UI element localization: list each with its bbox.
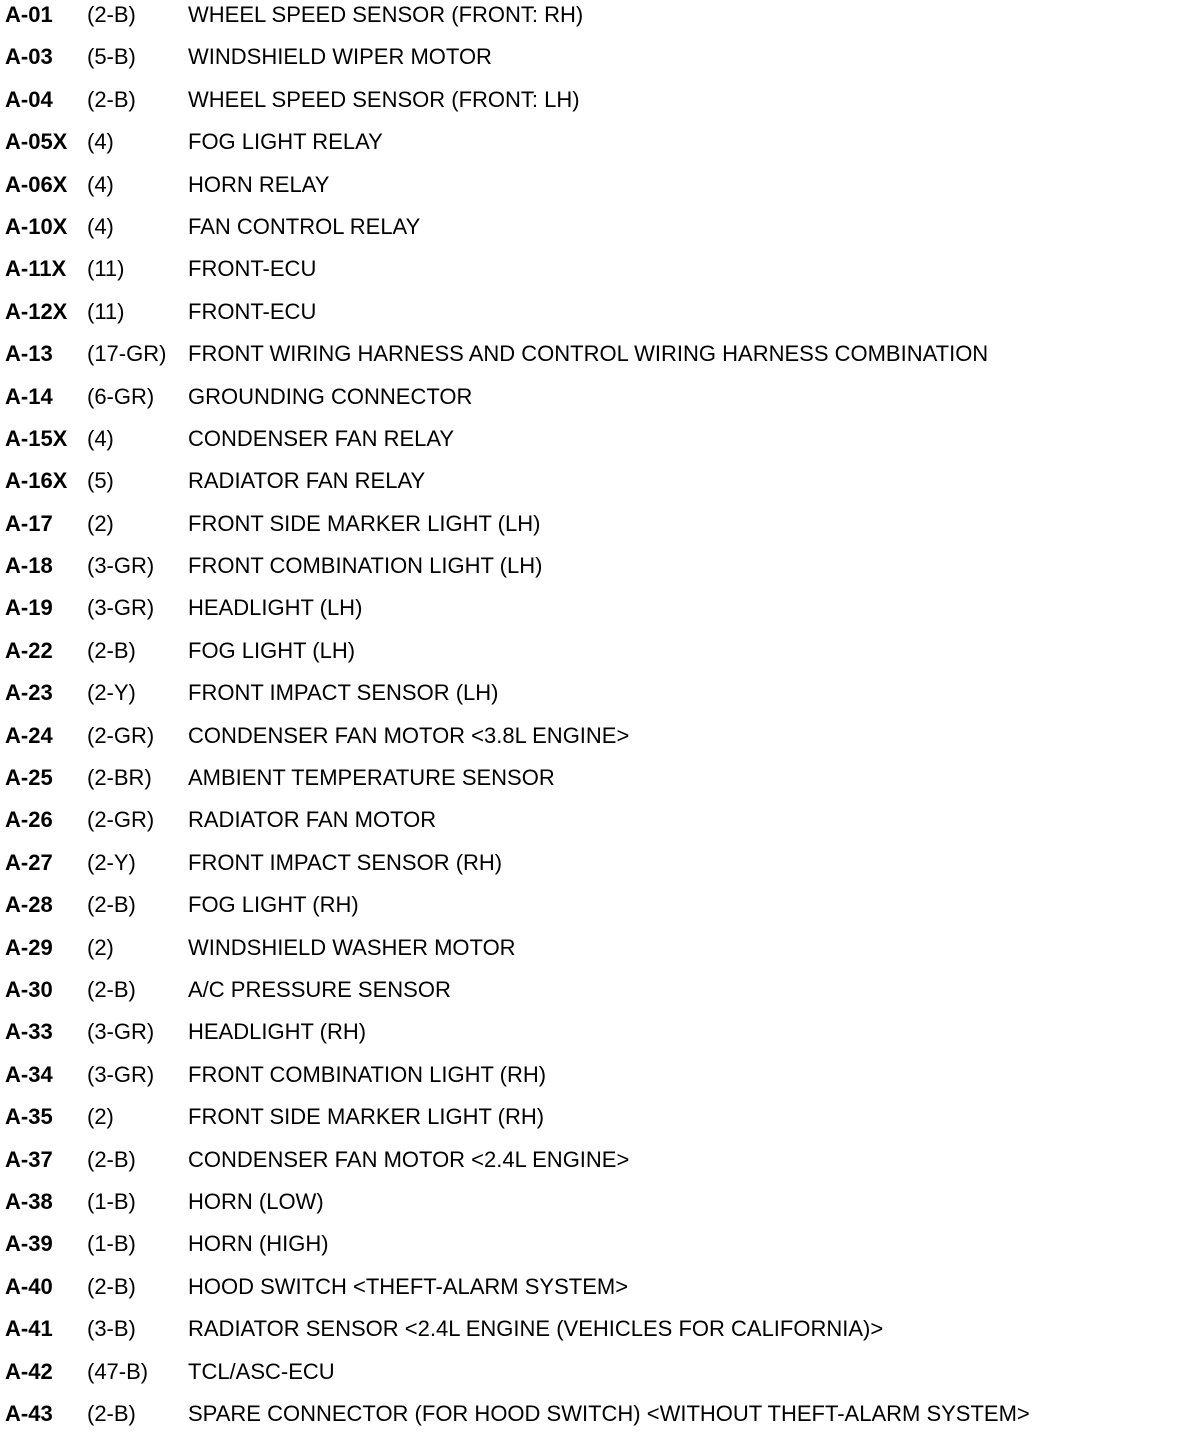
connector-row [0,339,1184,381]
connector-code: A-24 [5,722,53,748]
connector-row [0,466,1184,508]
connector-row [0,382,1184,424]
connector-description: FAN CONTROL RELAY [188,213,421,239]
connector-code: A-16X [5,468,68,494]
connector-row [0,763,1184,805]
connector-row [0,424,1184,466]
connector-pins: (3-GR) [87,595,155,621]
connector-row [0,1060,1184,1102]
connector-row [0,297,1184,339]
connector-pins: (5) [87,468,114,494]
connector-code: A-12X [5,298,68,324]
connector-code: A-19 [5,595,53,621]
connector-pins: (4) [87,425,114,451]
connector-description: FRONT IMPACT SENSOR (RH) [188,849,503,875]
connector-row [0,170,1184,212]
connector-pins: (2-B) [87,2,136,27]
connector-code: A-22 [5,637,53,663]
connector-description: WHEEL SPEED SENSOR (FRONT: RH) [188,2,584,27]
connector-row [0,848,1184,890]
connector-code: A-04 [5,86,53,112]
connector-row [0,254,1184,296]
connector-pins: (2-B) [87,637,136,663]
connector-row [0,1229,1184,1271]
connector-pins: (47-B) [87,1358,149,1384]
connector-code: A-33 [5,1019,53,1045]
connector-pins: (3-GR) [87,1019,155,1045]
connector-description: FOG LIGHT (RH) [188,892,359,918]
connector-pins: (5-B) [87,44,136,70]
connector-code: A-17 [5,510,53,536]
connector-description: RADIATOR FAN MOTOR [188,807,437,833]
connector-pins: (11) [87,298,125,324]
connector-pins: (3-GR) [87,553,155,579]
connector-description: FRONT-ECU [188,298,317,324]
connector-row [0,127,1184,169]
connector-code: A-30 [5,976,53,1002]
connector-description: WINDSHIELD WIPER MOTOR [188,44,492,70]
connector-row [0,1399,1184,1441]
connector-code: A-25 [5,765,53,791]
connector-row [0,85,1184,127]
connector-code: A-05X [5,129,68,155]
connector-description: WINDSHIELD WASHER MOTOR [188,934,516,960]
connector-description: HORN RELAY [188,171,330,197]
connector-description: SPARE CONNECTOR (FOR HOOD SWITCH) <WITHOUT THEFT-ALARM SYSTEM> [188,1400,1030,1426]
connector-pins: (2-GR) [87,807,155,833]
connector-pins: (2-Y) [87,680,136,706]
connector-row [0,678,1184,720]
connector-pins: (2) [87,1104,114,1130]
connector-description: AMBIENT TEMPERATURE SENSOR [188,765,555,791]
connector-code: A-18 [5,553,53,579]
connector-pins: (2) [87,934,114,960]
connector-description: FOG LIGHT RELAY [188,129,383,155]
connector-pins: (2-B) [87,1273,136,1299]
connector-code: A-11X [5,256,67,282]
connector-description: FOG LIGHT (LH) [188,637,356,663]
connector-code: A-34 [5,1061,53,1087]
connector-code: A-39 [5,1231,53,1257]
connector-description: RADIATOR SENSOR <2.4L ENGINE (VEHICLES FOR CALIFORNIA)> [188,1316,884,1342]
connector-code: A-28 [5,892,53,918]
connector-code: A-23 [5,680,53,706]
connector-row [0,890,1184,932]
connector-description: FRONT SIDE MARKER LIGHT (RH) [188,1104,545,1130]
connector-code: A-03 [5,44,53,70]
connector-pins: (2-B) [87,1400,136,1426]
connector-description: HORN (HIGH) [188,1231,329,1257]
connector-description: FRONT WIRING HARNESS AND CONTROL WIRING HARNESS COMBINATION [188,341,989,367]
connector-row [0,805,1184,847]
connector-description: FRONT COMBINATION LIGHT (RH) [188,1061,547,1087]
connector-pins: (4) [87,213,114,239]
connector-pins: (6-GR) [87,383,155,409]
connector-pins: (11) [87,256,125,282]
connector-row [0,0,1184,42]
connector-description: FRONT SIDE MARKER LIGHT (LH) [188,510,541,536]
connector-description: GROUNDING CONNECTOR [188,383,473,409]
connector-pins: (2-BR) [87,765,152,791]
connector-code: A-40 [5,1273,53,1299]
connector-row [0,509,1184,551]
connector-code: A-29 [5,934,53,960]
connector-row [0,1145,1184,1187]
connector-pins: (1-B) [87,1188,136,1214]
connector-description: CONDENSER FAN MOTOR <3.8L ENGINE> [188,722,630,748]
connector-code: A-10X [5,213,68,239]
connector-description: A/C PRESSURE SENSOR [188,976,451,1002]
connector-description: HEADLIGHT (RH) [188,1019,367,1045]
connector-row [0,975,1184,1017]
connector-pins: (3-GR) [87,1061,155,1087]
connector-code: A-27 [5,849,53,875]
connector-description: FRONT IMPACT SENSOR (LH) [188,680,499,706]
connector-pins: (2) [87,510,114,536]
connector-code: A-14 [5,383,53,409]
connector-row [0,1187,1184,1229]
connector-row [0,1272,1184,1314]
connector-row [0,1017,1184,1059]
connector-row [0,212,1184,254]
connector-description: HEADLIGHT (LH) [188,595,363,621]
connector-description: FRONT COMBINATION LIGHT (LH) [188,553,543,579]
connector-row [0,1357,1184,1399]
connector-pins: (3-B) [87,1316,136,1342]
connector-description: TCL/ASC-ECU [188,1358,335,1384]
connector-description: CONDENSER FAN MOTOR <2.4L ENGINE> [188,1146,630,1172]
connector-description: FRONT-ECU [188,256,317,282]
connector-description: CONDENSER FAN RELAY [188,425,455,451]
connector-code: A-26 [5,807,53,833]
connector-pins: (4) [87,129,114,155]
connector-code: A-01 [5,2,53,27]
connector-row [0,636,1184,678]
connector-row [0,1314,1184,1356]
connector-code: A-38 [5,1188,53,1214]
connector-row [0,42,1184,84]
connector-code: A-35 [5,1104,53,1130]
connector-code: A-43 [5,1400,53,1426]
connector-code: A-06X [5,171,68,197]
connector-pins: (2-Y) [87,849,136,875]
connector-pins: (2-B) [87,892,136,918]
connector-code: A-37 [5,1146,53,1172]
connector-code: A-41 [5,1316,53,1342]
connector-row [0,593,1184,635]
connector-pins: (17-GR) [87,341,167,367]
connector-code: A-42 [5,1358,53,1384]
connector-code: A-15X [5,425,68,451]
connector-description: HORN (LOW) [188,1188,324,1214]
connector-description: HOOD SWITCH <THEFT-ALARM SYSTEM> [188,1273,629,1299]
connector-code: A-13 [5,341,53,367]
connector-row [0,1102,1184,1144]
connector-pins: (2-B) [87,1146,136,1172]
connector-row [0,721,1184,763]
connector-row [0,551,1184,593]
connector-pins: (2-B) [87,86,136,112]
connector-pins: (1-B) [87,1231,136,1257]
connector-description: WHEEL SPEED SENSOR (FRONT: LH) [188,86,580,112]
connector-description: RADIATOR FAN RELAY [188,468,426,494]
connector-row [0,933,1184,975]
connector-pins: (4) [87,171,114,197]
connector-pins: (2-B) [87,976,136,1002]
connector-pins: (2-GR) [87,722,155,748]
